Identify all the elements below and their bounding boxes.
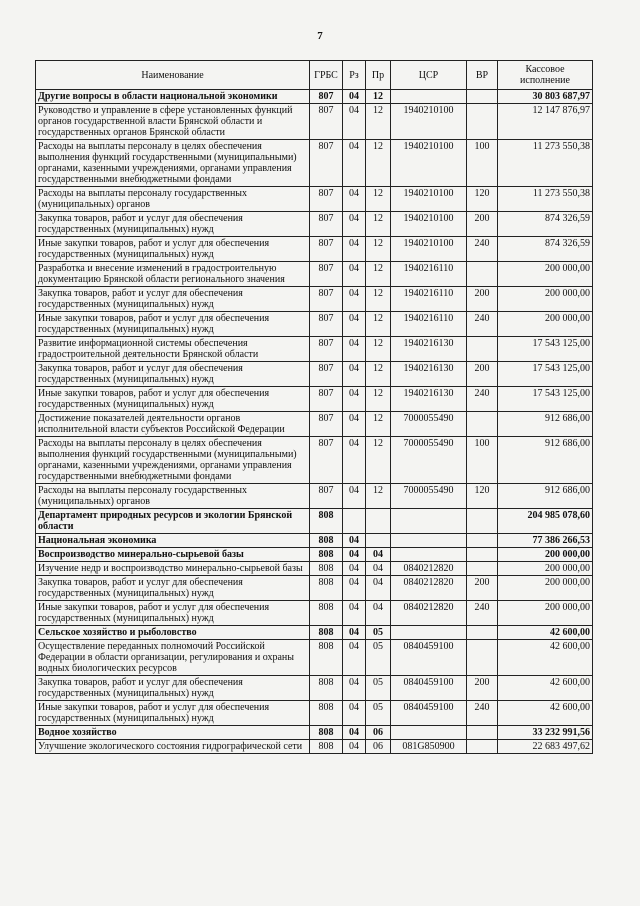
row-name-cell: Осуществление переданных полномочий Российской Федерации в области организации, регулирования и охраны водных биологических ресурсов [36,640,310,676]
row-rz-cell: 04 [343,562,366,576]
row-grbs-cell: 808 [310,626,343,640]
row-csr-cell: 0840459100 [391,676,467,701]
budget-execution-table [35,60,593,754]
row-vr-cell: 200 [467,676,498,701]
row-grbs-cell: 808 [310,601,343,626]
table-row [36,104,593,140]
row-grbs-cell: 807 [310,412,343,437]
row-csr-cell [391,548,467,562]
row-name-cell: Расходы на выплаты персоналу в целях обеспечения выполнения функций государственными (муниципальными) органами, казенными учреждениями, органами управления государственными внебюджетными фондами [36,140,310,187]
row-csr-cell: 0840212820 [391,576,467,601]
table-row [36,601,593,626]
row-csr-cell: 7000055490 [391,484,467,509]
row-csr-cell: 1940210100 [391,187,467,212]
row-grbs-cell: 807 [310,484,343,509]
row-rz-cell: 04 [343,626,366,640]
row-name-cell: Закупка товаров, работ и услуг для обеспечения государственных (муниципальных) нужд [36,362,310,387]
row-name-cell: Развитие информационной системы обеспечения градостроительной деятельности Брянской области [36,337,310,362]
header-name: Наименование [36,61,310,90]
table-row [36,187,593,212]
table-row [36,90,593,104]
row-csr-cell: 1940210100 [391,104,467,140]
row-rz-cell: 04 [343,312,366,337]
row-name-cell: Разработка и внесение изменений в градостроительную документацию Брянской области регионального значения [36,262,310,287]
row-amount-cell: 12 147 876,97 [498,104,593,140]
row-grbs-cell: 808 [310,576,343,601]
table-row [36,287,593,312]
row-pr-cell [366,534,391,548]
row-csr-cell: 1940210100 [391,237,467,262]
table-row [36,262,593,287]
row-grbs-cell: 808 [310,740,343,754]
row-csr-cell: 1940216110 [391,262,467,287]
row-name-cell: Улучшение экологического состояния гидрографической сети [36,740,310,754]
row-pr-cell: 04 [366,562,391,576]
header-vr: ВР [467,61,498,90]
table-row [36,337,593,362]
row-amount-cell: 200 000,00 [498,548,593,562]
row-pr-cell: 06 [366,740,391,754]
row-amount-cell: 11 273 550,38 [498,187,593,212]
table-row [36,312,593,337]
row-grbs-cell: 807 [310,362,343,387]
table-row [36,576,593,601]
row-rz-cell: 04 [343,701,366,726]
row-csr-cell: 7000055490 [391,412,467,437]
row-grbs-cell: 807 [310,437,343,484]
row-vr-cell: 240 [467,237,498,262]
row-amount-cell: 912 686,00 [498,412,593,437]
row-pr-cell: 12 [366,287,391,312]
row-pr-cell: 04 [366,548,391,562]
row-rz-cell: 04 [343,534,366,548]
row-name-cell: Расходы на выплаты персоналу в целях обеспечения выполнения функций государственными (муниципальными) органами, казенными учреждениями, органами управления государственными внебюджетными фондами [36,437,310,484]
row-pr-cell: 12 [366,104,391,140]
row-vr-cell: 100 [467,437,498,484]
row-grbs-cell: 807 [310,140,343,187]
row-name-cell: Достижение показателей деятельности органов исполнительной власти субъектов Российской Федерации [36,412,310,437]
row-grbs-cell: 808 [310,701,343,726]
row-grbs-cell: 807 [310,237,343,262]
row-vr-cell [467,640,498,676]
row-csr-cell: 1940216130 [391,387,467,412]
table-row [36,237,593,262]
row-rz-cell [343,509,366,534]
row-amount-cell: 42 600,00 [498,640,593,676]
row-csr-cell [391,90,467,104]
row-name-cell: Иные закупки товаров, работ и услуг для обеспечения государственных (муниципальных) нужд [36,601,310,626]
row-grbs-cell: 808 [310,676,343,701]
row-csr-cell: 1940210100 [391,140,467,187]
row-csr-cell: 1940216110 [391,312,467,337]
table-row [36,484,593,509]
row-csr-cell: 1940216130 [391,337,467,362]
row-amount-cell: 912 686,00 [498,437,593,484]
row-name-cell: Закупка товаров, работ и услуг для обеспечения государственных (муниципальных) нужд [36,576,310,601]
row-name-cell: Иные закупки товаров, работ и услуг для обеспечения государственных (муниципальных) нужд [36,237,310,262]
row-vr-cell: 240 [467,601,498,626]
row-amount-cell: 200 000,00 [498,562,593,576]
row-csr-cell [391,726,467,740]
row-pr-cell: 12 [366,412,391,437]
row-grbs-cell: 807 [310,104,343,140]
table-row [36,509,593,534]
header-amount: Кассовое исполнение [498,61,593,90]
row-rz-cell: 04 [343,640,366,676]
row-name-cell: Водное хозяйство [36,726,310,740]
table-row [36,412,593,437]
row-rz-cell: 04 [343,237,366,262]
page-number: 7 [317,30,323,42]
row-csr-cell: 0840459100 [391,640,467,676]
row-amount-cell: 874 326,59 [498,212,593,237]
row-vr-cell [467,534,498,548]
row-pr-cell [366,509,391,534]
row-vr-cell: 100 [467,140,498,187]
row-csr-cell: 0840212820 [391,562,467,576]
row-amount-cell: 42 600,00 [498,676,593,701]
row-name-cell: Закупка товаров, работ и услуг для обеспечения государственных (муниципальных) нужд [36,676,310,701]
row-vr-cell: 120 [467,187,498,212]
header-rz: Рз [343,61,366,90]
row-csr-cell: 081G850900 [391,740,467,754]
row-rz-cell: 04 [343,601,366,626]
row-amount-cell: 22 683 497,62 [498,740,593,754]
row-name-cell: Руководство и управление в сфере установленных функций органов государственной власти Брянской области и государственных органов Брянской области [36,104,310,140]
row-vr-cell: 240 [467,387,498,412]
row-csr-cell [391,534,467,548]
row-rz-cell: 04 [343,437,366,484]
row-pr-cell: 06 [366,726,391,740]
row-pr-cell: 12 [366,484,391,509]
table-row [36,562,593,576]
row-csr-cell: 1940216110 [391,287,467,312]
row-vr-cell [467,90,498,104]
row-name-cell: Расходы на выплаты персоналу государственных (муниципальных) органов [36,484,310,509]
row-rz-cell: 04 [343,262,366,287]
row-grbs-cell: 808 [310,534,343,548]
row-pr-cell: 05 [366,676,391,701]
row-grbs-cell: 808 [310,509,343,534]
row-csr-cell [391,626,467,640]
table-header-row [36,61,593,90]
row-pr-cell: 12 [366,362,391,387]
row-vr-cell [467,726,498,740]
row-rz-cell: 04 [343,387,366,412]
row-rz-cell: 04 [343,140,366,187]
row-name-cell: Национальная экономика [36,534,310,548]
row-name-cell: Иные закупки товаров, работ и услуг для обеспечения государственных (муниципальных) нужд [36,387,310,412]
row-grbs-cell: 808 [310,726,343,740]
row-name-cell: Закупка товаров, работ и услуг для обеспечения государственных (муниципальных) нужд [36,287,310,312]
row-grbs-cell: 807 [310,312,343,337]
row-vr-cell [467,740,498,754]
row-csr-cell [391,509,467,534]
row-pr-cell: 05 [366,640,391,676]
row-pr-cell: 04 [366,601,391,626]
row-vr-cell: 240 [467,701,498,726]
row-vr-cell [467,562,498,576]
row-pr-cell: 12 [366,337,391,362]
row-pr-cell: 05 [366,626,391,640]
row-rz-cell: 04 [343,287,366,312]
row-pr-cell: 12 [366,90,391,104]
table-row [36,362,593,387]
row-name-cell: Иные закупки товаров, работ и услуг для обеспечения государственных (муниципальных) нужд [36,701,310,726]
row-amount-cell: 200 000,00 [498,576,593,601]
header-pr: Пр [366,61,391,90]
row-amount-cell: 11 273 550,38 [498,140,593,187]
row-csr-cell: 1940210100 [391,212,467,237]
table-row [36,701,593,726]
row-amount-cell: 200 000,00 [498,312,593,337]
row-name-cell: Воспроизводство минерально-сырьевой базы [36,548,310,562]
table-row [36,626,593,640]
row-rz-cell: 04 [343,412,366,437]
row-vr-cell: 200 [467,362,498,387]
row-amount-cell: 30 803 687,97 [498,90,593,104]
row-vr-cell: 200 [467,287,498,312]
row-pr-cell: 05 [366,701,391,726]
row-vr-cell [467,412,498,437]
row-rz-cell: 04 [343,740,366,754]
row-grbs-cell: 807 [310,337,343,362]
row-amount-cell: 200 000,00 [498,287,593,312]
row-vr-cell [467,626,498,640]
row-pr-cell: 12 [366,187,391,212]
row-pr-cell: 12 [366,312,391,337]
row-vr-cell: 200 [467,212,498,237]
row-grbs-cell: 807 [310,187,343,212]
row-rz-cell: 04 [343,484,366,509]
header-grbs: ГРБС [310,61,343,90]
row-amount-cell: 33 232 991,56 [498,726,593,740]
row-rz-cell: 04 [343,548,366,562]
row-rz-cell: 04 [343,90,366,104]
row-amount-cell: 17 543 125,00 [498,362,593,387]
table-row [36,676,593,701]
row-amount-cell: 912 686,00 [498,484,593,509]
table-row [36,140,593,187]
row-pr-cell: 12 [366,212,391,237]
row-grbs-cell: 807 [310,262,343,287]
row-amount-cell: 17 543 125,00 [498,387,593,412]
row-grbs-cell: 808 [310,562,343,576]
table-row [36,640,593,676]
row-pr-cell: 12 [366,140,391,187]
row-name-cell: Другие вопросы в области национальной экономики [36,90,310,104]
row-amount-cell: 204 985 078,60 [498,509,593,534]
row-vr-cell: 120 [467,484,498,509]
row-amount-cell: 200 000,00 [498,262,593,287]
row-csr-cell: 0840459100 [391,701,467,726]
table-row [36,548,593,562]
table-row [36,534,593,548]
row-grbs-cell: 807 [310,287,343,312]
row-grbs-cell: 807 [310,90,343,104]
row-amount-cell: 77 386 266,53 [498,534,593,548]
row-grbs-cell: 808 [310,548,343,562]
table-row [36,740,593,754]
row-rz-cell: 04 [343,576,366,601]
row-pr-cell: 12 [366,262,391,287]
row-rz-cell: 04 [343,726,366,740]
row-rz-cell: 04 [343,187,366,212]
row-pr-cell: 12 [366,387,391,412]
row-csr-cell: 0840212820 [391,601,467,626]
row-amount-cell: 17 543 125,00 [498,337,593,362]
row-vr-cell [467,104,498,140]
table-row [36,437,593,484]
row-vr-cell: 240 [467,312,498,337]
table-row [36,212,593,237]
row-amount-cell: 200 000,00 [498,601,593,626]
row-csr-cell: 7000055490 [391,437,467,484]
row-vr-cell [467,509,498,534]
row-rz-cell: 04 [343,104,366,140]
row-pr-cell: 04 [366,576,391,601]
row-grbs-cell: 807 [310,387,343,412]
row-pr-cell: 12 [366,237,391,262]
row-name-cell: Расходы на выплаты персоналу государственных (муниципальных) органов [36,187,310,212]
row-name-cell: Департамент природных ресурсов и экологии Брянской области [36,509,310,534]
row-grbs-cell: 807 [310,212,343,237]
row-vr-cell [467,548,498,562]
row-rz-cell: 04 [343,212,366,237]
row-rz-cell: 04 [343,337,366,362]
row-name-cell: Сельское хозяйство и рыболовство [36,626,310,640]
row-pr-cell: 12 [366,437,391,484]
row-csr-cell: 1940216130 [391,362,467,387]
row-vr-cell [467,337,498,362]
row-amount-cell: 42 600,00 [498,626,593,640]
row-name-cell: Иные закупки товаров, работ и услуг для обеспечения государственных (муниципальных) нужд [36,312,310,337]
row-amount-cell: 42 600,00 [498,701,593,726]
table-row [36,726,593,740]
row-vr-cell [467,262,498,287]
row-rz-cell: 04 [343,362,366,387]
table-row [36,387,593,412]
row-name-cell: Изучение недр и воспроизводство минерально-сырьевой базы [36,562,310,576]
header-csr: ЦСР [391,61,467,90]
row-name-cell: Закупка товаров, работ и услуг для обеспечения государственных (муниципальных) нужд [36,212,310,237]
row-vr-cell: 200 [467,576,498,601]
row-rz-cell: 04 [343,676,366,701]
row-grbs-cell: 808 [310,640,343,676]
row-amount-cell: 874 326,59 [498,237,593,262]
